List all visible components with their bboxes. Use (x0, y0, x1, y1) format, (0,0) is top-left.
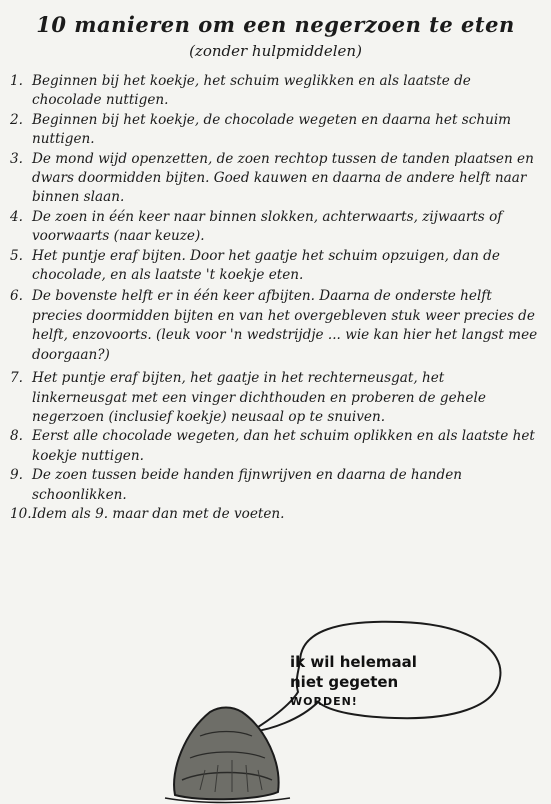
page-title: 10 manieren om een negerzoen te eten (36, 12, 515, 37)
list-item (10, 72, 540, 111)
item-number: 5. (10, 247, 23, 264)
list-item (10, 111, 540, 150)
item-text: De zoen in één keer naar binnen slokken, achterwaarts, zijwaarts of voorwaarts (naar keuze). (32, 208, 503, 245)
bubble-line-1: ik wil helemaal (290, 653, 417, 671)
ways-list (10, 72, 540, 524)
cartoon-illustration (0, 620, 551, 804)
item-text: De bovenste helft er in één keer afbijten. Daarna de onderste helft precies doormidden bijten en van het overgebleven stuk weer precies de helft, enzovoorts. (leuk voor 'n wedstrijdje ... wie kan hier het langst mee doorgaan?) (32, 288, 538, 363)
list-item (10, 505, 540, 524)
item-number: 6. (10, 288, 23, 305)
item-text: Eerst alle chocolade wegeten, dan het schuim oplikken en als laatste het koekje nuttigen. (32, 428, 535, 464)
item-number: 7. (10, 370, 23, 387)
list-item (10, 150, 540, 208)
item-number: 9. (10, 467, 23, 484)
item-text: De mond wijd openzetten, de zoen rechtop tussen de tanden plaatsen en dwars doormidden bijten. Goed kauwen en daarna de andere helft naar binnen slaan. (32, 150, 534, 206)
list-item (10, 466, 540, 505)
item-text: Het puntje eraf bijten, het gaatje in het rechterneusgat, het linkerneusgat met een vinger dichthouden en proberen de gehele negerzoen (inclusief koekje) neusaal op te snuiven. (32, 370, 486, 425)
list-item (10, 287, 540, 365)
bubble-line-3: WORDEN! (290, 695, 358, 708)
list-item (10, 427, 540, 466)
list-item (10, 369, 540, 427)
list-item (10, 247, 540, 286)
item-text: Beginnen bij het koekje, de chocolade wegeten en daarna het schuim nuttigen. (32, 111, 512, 148)
item-text: Beginnen bij het koekje, het schuim weglikken en als laatste de chocolade nuttigen. (32, 73, 471, 109)
item-text: Het puntje eraf bijten. Door het gaatje het schuim opzuigen, dan de chocolade, en als laatste 't koekje eten. (32, 247, 500, 284)
item-text: Idem als 9. maar dan met de voeten. (32, 505, 285, 522)
item-number: 8. (10, 428, 23, 445)
list-item (10, 208, 540, 247)
item-number: 1. (10, 73, 23, 89)
item-number: 2. (10, 111, 23, 128)
item-text: De zoen tussen beide handen fijnwrijven en daarna de handen schoonlikken. (32, 467, 463, 503)
item-number: 4. (10, 208, 23, 225)
speech-bubble-text (290, 652, 460, 712)
item-number: 3. (10, 150, 23, 167)
page-subtitle: (zonder hulpmiddelen) (189, 42, 362, 60)
bubble-line-2: niet gegeten (290, 673, 399, 691)
item-number: 10. (10, 505, 32, 522)
